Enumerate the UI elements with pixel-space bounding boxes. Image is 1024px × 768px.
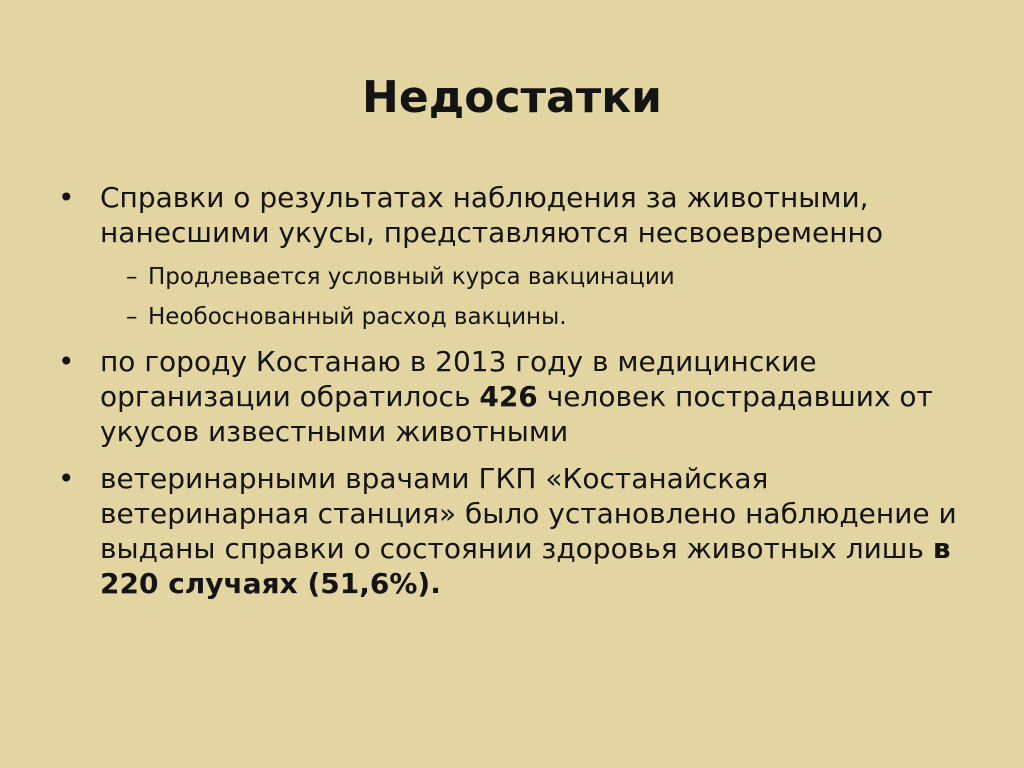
bullet-item bbox=[58, 180, 958, 250]
sub-item bbox=[58, 262, 958, 292]
bullet-text: по городу Костанаю в 2013 году в медицинские организации обратилось bbox=[100, 345, 817, 413]
bullet-item bbox=[58, 461, 958, 601]
bullet-text: человек пострадавших от укусов известными животными bbox=[100, 380, 933, 448]
sub-text: Продлевается условный курса вакцинации bbox=[148, 264, 675, 290]
sub-item bbox=[58, 302, 958, 332]
bullet-highlight: в 220 случаях (51,6%). bbox=[100, 532, 951, 600]
bullet-marker: • bbox=[58, 345, 75, 378]
sub-marker: – bbox=[126, 264, 138, 290]
bullet-text: ветеринарными врачами ГКП «Костанайская ветеринарная станция» было установлено наблюдение и выданы справки о состоянии здоровья животных лишь bbox=[100, 462, 957, 565]
bullet-highlight: 426 bbox=[479, 380, 538, 413]
sub-marker: – bbox=[126, 304, 138, 330]
bullet-item bbox=[58, 344, 958, 449]
slide-title: Недостатки bbox=[362, 72, 662, 123]
bullet-marker: • bbox=[58, 462, 75, 495]
sub-list bbox=[58, 262, 958, 332]
sub-text: Необоснованный расход вакцины. bbox=[148, 304, 567, 330]
bullet-marker: • bbox=[58, 181, 75, 214]
bullet-list bbox=[58, 180, 958, 613]
bullet-text: Справки о результатах наблюдения за животными, нанесшими укусы, представляются несвоевременно bbox=[100, 181, 883, 249]
